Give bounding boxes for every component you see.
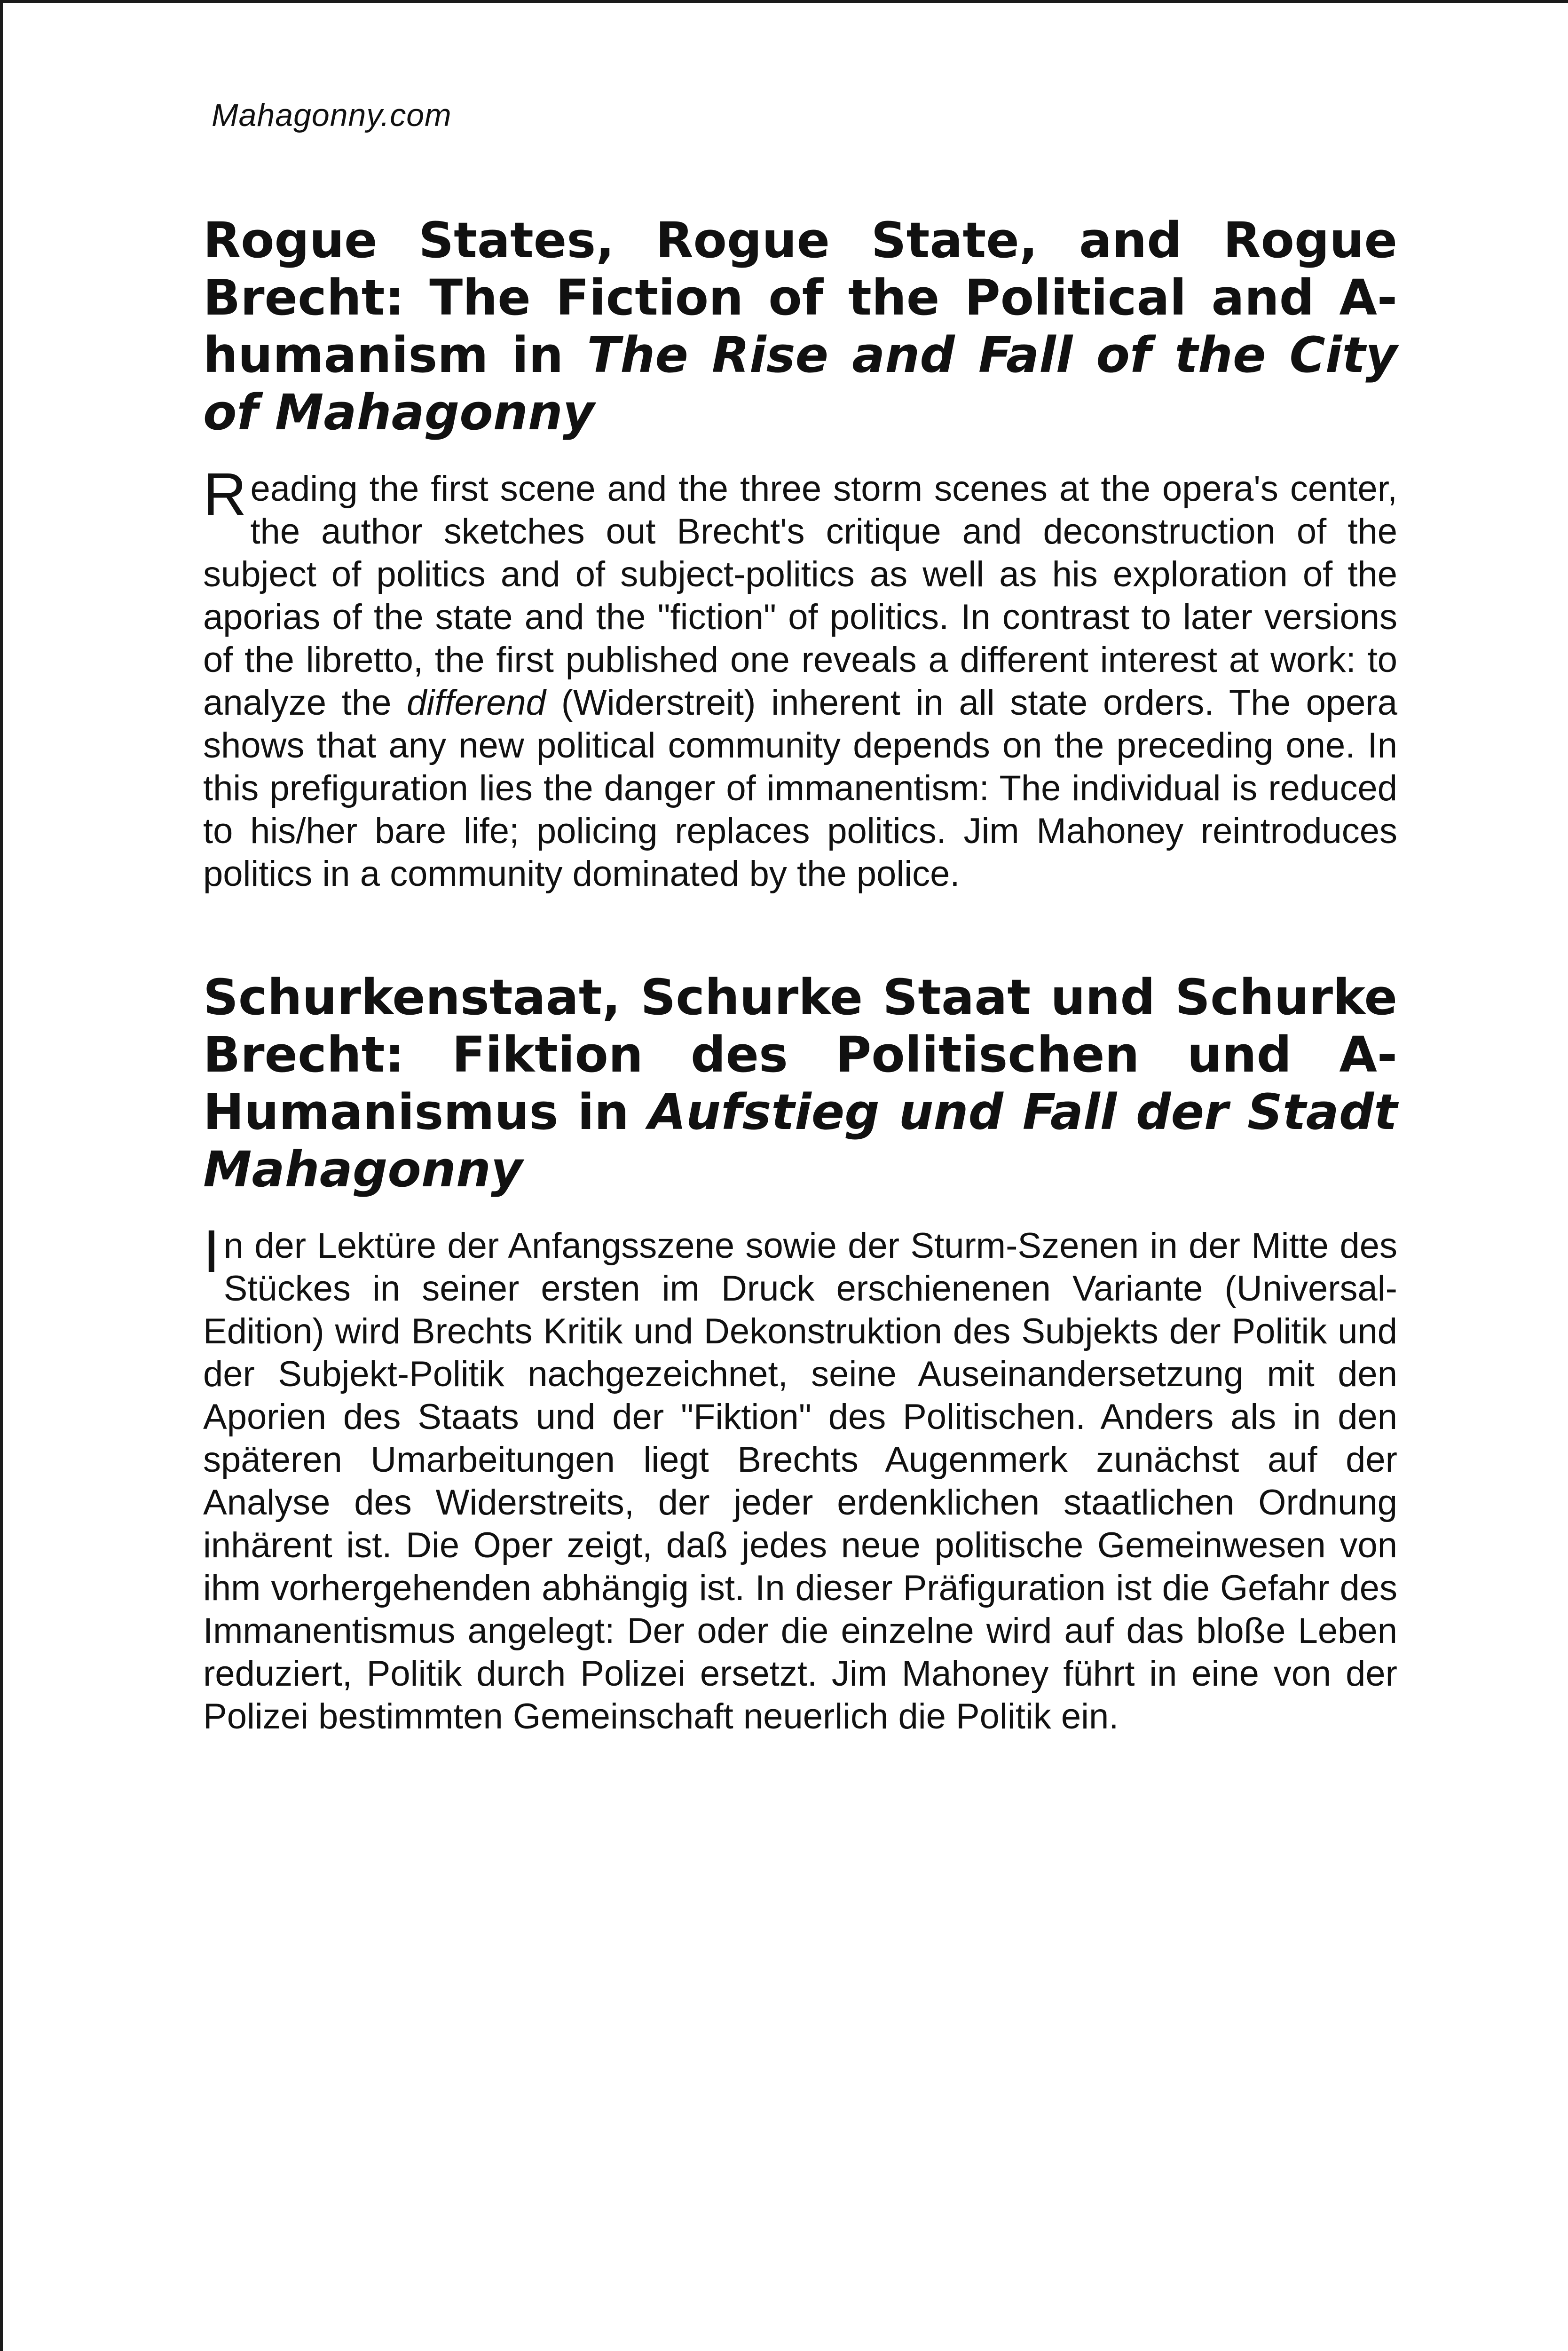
english-abstract-section bbox=[203, 212, 1397, 895]
english-body-part2: (Widerstreit) inherent in all state orders. The opera shows that any new political community depends on the preceding one. In this prefiguration lies the danger of immanentism: The individual is reduced to his/her bare life; policing replaces politics. Jim Mahoney reintroduces politics in a community dominated by the police. bbox=[203, 683, 1397, 894]
running-head: Mahagonny.com bbox=[212, 97, 452, 133]
german-title-italic: Aufstieg und Fall der Stadt Mahagonny bbox=[203, 1083, 1397, 1198]
english-abstract-body bbox=[203, 461, 1397, 895]
german-title bbox=[203, 969, 1397, 1198]
scan-edge-left bbox=[0, 0, 3, 2351]
german-title-main: Schurkenstaat, Schurke Staat und Schurke Brecht: Fiktion des Politischen und A-Humanismus in bbox=[203, 969, 1397, 1141]
german-abstract-section bbox=[203, 969, 1397, 1738]
english-title bbox=[203, 212, 1397, 441]
german-abstract-body bbox=[203, 1218, 1397, 1738]
english-dropcap: R bbox=[203, 461, 247, 528]
german-body: n der Lektüre der Anfangsszene sowie der Sturm-Szenen in der Mitte des Stückes in seiner ersten im Druck erschienenen Variante (Universal-Edition) wird Brechts Kritik und Dekonstruktion des Subjekts der Politik und der Subjekt-Politik nachgezeichnet, seine Auseinandersetzung mit den Aporien des Staats und der "Fiktion" des Politischen. Anders als in den späteren Umarbeitungen liegt Brechts Augenmerk zunächst auf der Analyse des Widerstreits, der jeder erdenklichen staatlichen Ordnung inhärent ist. Die Oper zeigt, daß jedes neue politische Gemeinwesen von ihm vorhergehenden abhängig ist. In dieser Präfiguration ist die Gefahr des Immanentismus angelegt: Der oder die einzelne wird auf das bloße Leben reduziert, Politik durch Polizei ersetzt. Jim Mahoney führt in eine von der Polizei bestimmten Gemeinschaft neuerlich die Politik ein. bbox=[203, 1226, 1397, 1736]
english-title-italic: The Rise and Fall of the City of Mahagonny bbox=[203, 326, 1398, 441]
scan-edge-top bbox=[0, 0, 1568, 3]
english-title-main: Rogue States, Rogue State, and Rogue Brecht: The Fiction of the Political and A-humanism in bbox=[203, 212, 1397, 384]
english-body-part1: eading the first scene and the three storm scenes at the opera's center, the author sketches out Brecht's critique and deconstruction of the subject of politics and of subject-politics as well as his exploration of the aporias of the state and the "fiction" of politics. In contrast to later versions of the libretto, the first published one reveals a different interest at work: to analyze the bbox=[203, 469, 1397, 723]
german-dropcap: I bbox=[203, 1218, 220, 1285]
english-body-italic: differend bbox=[407, 683, 546, 723]
